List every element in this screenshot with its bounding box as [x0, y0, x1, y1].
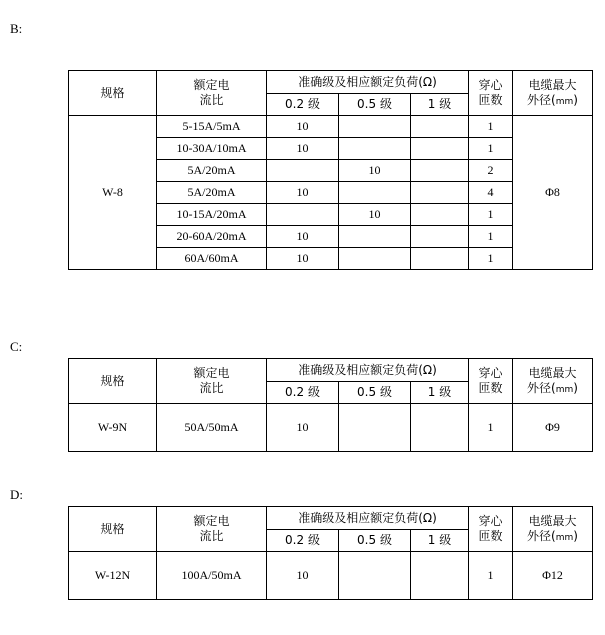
cell-grade-1 [411, 248, 469, 270]
table-body-c [69, 404, 593, 452]
header-spec: 规格 [69, 507, 157, 552]
cell-ratio: 60A/60mA [157, 248, 267, 270]
cell-grade-1 [411, 552, 469, 600]
header-grade-02: 0.2 级 [267, 94, 339, 116]
cell-grade-05 [339, 226, 411, 248]
cell-grade-05 [339, 248, 411, 270]
cell-cable-value: Φ8 [513, 116, 593, 270]
header-turns [469, 507, 513, 552]
cell-ratio: 100A/50mA [157, 552, 267, 600]
cell-grade-02: 10 [267, 404, 339, 452]
cell-grade-05: 10 [339, 204, 411, 226]
header-grade-02: 0.2 级 [267, 530, 339, 552]
header-turns-line2: 匝数 [478, 529, 503, 543]
spec-table-b [68, 70, 593, 270]
header-cable-line1: 电缆最大 [528, 513, 577, 528]
header-grade-1: 1 级 [411, 94, 469, 116]
section-c-label: C: [10, 339, 23, 354]
header-rated-current-ratio-line2: 流比 [199, 381, 224, 395]
cell-turns: 2 [469, 160, 513, 182]
cell-grade-1 [411, 160, 469, 182]
header-turns-line1: 穿心 [478, 514, 503, 528]
cell-turns: 4 [469, 182, 513, 204]
cell-ratio: 20-60A/20mA [157, 226, 267, 248]
cell-grade-02: 10 [267, 226, 339, 248]
cell-ratio: 50A/50mA [157, 404, 267, 452]
table-row [69, 552, 593, 600]
cell-grade-05: 10 [339, 160, 411, 182]
cell-grade-02: 10 [267, 248, 339, 270]
header-grade-1: 1 级 [411, 382, 469, 404]
spec-table-d [68, 506, 593, 600]
cell-ratio: 5A/20mA [157, 160, 267, 182]
cell-grade-1 [411, 204, 469, 226]
header-rated-current-ratio-line1: 额定电 [193, 366, 230, 380]
cell-grade-02: 10 [267, 116, 339, 138]
header-cable-line2: 外径(mm) [527, 528, 578, 543]
cell-grade-1 [411, 116, 469, 138]
header-rated-current-ratio-line1: 额定电 [193, 514, 230, 528]
header-cable-line2: 外径(mm) [527, 380, 578, 395]
cell-grade-1 [411, 404, 469, 452]
cell-grade-1 [411, 138, 469, 160]
cell-turns: 1 [469, 138, 513, 160]
header-grade-05: 0.5 级 [339, 94, 411, 116]
cell-turns: 1 [469, 404, 513, 452]
table-row [69, 404, 593, 452]
table-header-b [69, 71, 593, 116]
header-grade-05: 0.5 级 [339, 382, 411, 404]
header-spec: 规格 [69, 359, 157, 404]
cell-spec-value: W-9N [69, 404, 157, 452]
header-grade-02: 0.2 级 [267, 382, 339, 404]
cell-turns: 1 [469, 116, 513, 138]
spec-table-c [68, 358, 593, 452]
table-body-d [69, 552, 593, 600]
header-rated-current-ratio-line1: 额定电 [193, 78, 230, 92]
section-b-label: B: [10, 21, 23, 36]
table-header-c [69, 359, 593, 404]
table-body-b [69, 116, 593, 270]
cell-grade-05 [339, 138, 411, 160]
cell-grade-05 [339, 182, 411, 204]
cell-grade-02: 10 [267, 182, 339, 204]
section-d-label: D: [10, 487, 23, 502]
header-accuracy-group: 准确级及相应额定负荷(Ω) [267, 71, 469, 94]
cell-grade-05 [339, 552, 411, 600]
header-turns [469, 359, 513, 404]
cell-spec-value: W-8 [69, 116, 157, 270]
header-cable-max-diameter [513, 359, 593, 404]
header-turns-line2: 匝数 [478, 381, 503, 395]
cell-grade-1 [411, 182, 469, 204]
header-spec: 规格 [69, 71, 157, 116]
cell-turns: 1 [469, 226, 513, 248]
cell-grade-05 [339, 116, 411, 138]
header-cable-line2: 外径(mm) [527, 92, 578, 107]
cell-ratio: 10-30A/10mA [157, 138, 267, 160]
header-turns-line1: 穿心 [478, 366, 503, 380]
cell-grade-02 [267, 160, 339, 182]
table-row [69, 116, 593, 138]
cell-cable-value: Φ12 [513, 552, 593, 600]
header-grade-1: 1 级 [411, 530, 469, 552]
cell-turns: 1 [469, 248, 513, 270]
header-rated-current-ratio-line2: 流比 [199, 529, 224, 543]
header-turns-line1: 穿心 [478, 78, 503, 92]
cell-grade-02: 10 [267, 552, 339, 600]
header-accuracy-group: 准确级及相应额定负荷(Ω) [267, 359, 469, 382]
cell-spec-value: W-12N [69, 552, 157, 600]
header-turns-line2: 匝数 [478, 93, 503, 107]
header-cable-max-diameter [513, 507, 593, 552]
header-cable-line1: 电缆最大 [528, 77, 577, 92]
header-rated-current-ratio-line2: 流比 [199, 93, 224, 107]
cell-grade-05 [339, 404, 411, 452]
cell-ratio: 5-15A/5mA [157, 116, 267, 138]
cell-cable-value: Φ9 [513, 404, 593, 452]
section-c-table-wrapper [68, 358, 593, 452]
header-cable-max-diameter [513, 71, 593, 116]
header-rated-current-ratio [157, 507, 267, 552]
cell-ratio: 10-15A/20mA [157, 204, 267, 226]
cell-grade-02 [267, 204, 339, 226]
cell-grade-02: 10 [267, 138, 339, 160]
cell-ratio: 5A/20mA [157, 182, 267, 204]
header-grade-05: 0.5 级 [339, 530, 411, 552]
header-rated-current-ratio [157, 359, 267, 404]
header-rated-current-ratio [157, 71, 267, 116]
cell-turns: 1 [469, 204, 513, 226]
section-d-table-wrapper [68, 506, 593, 600]
cell-turns: 1 [469, 552, 513, 600]
header-accuracy-group: 准确级及相应额定负荷(Ω) [267, 507, 469, 530]
cell-grade-1 [411, 226, 469, 248]
header-cable-line1: 电缆最大 [528, 365, 577, 380]
section-b-table-wrapper [68, 70, 593, 270]
header-turns [469, 71, 513, 116]
table-header-d [69, 507, 593, 552]
